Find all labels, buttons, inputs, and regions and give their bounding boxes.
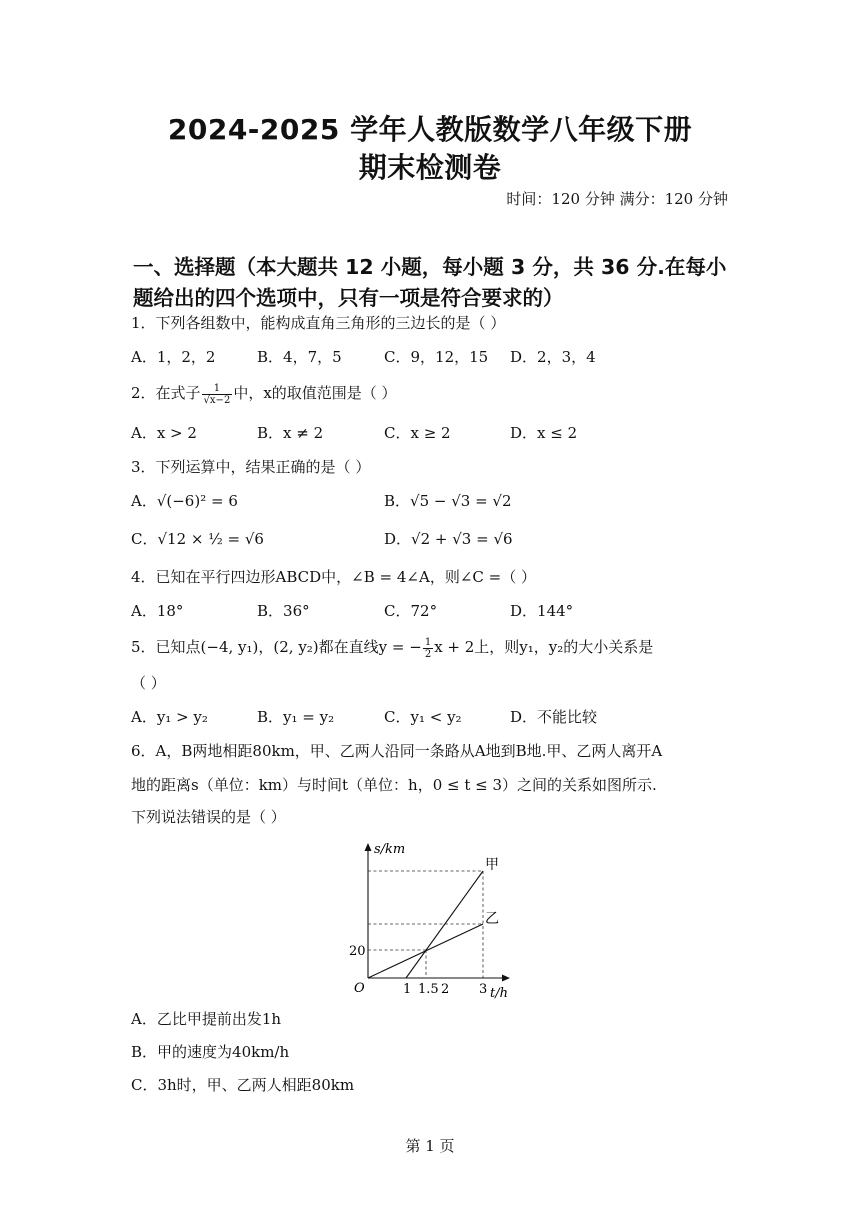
question-6-line1: 6．A，B两地相距80km，甲、乙两人沿同一条路从A地到B地.甲、乙两人离开A [131,742,663,760]
x-tick-1: 1 [403,982,412,997]
q3-option-d: D．√2 + √3 = √6 [384,530,513,548]
q4-option-a: A．18° [131,602,184,620]
q3-option-b: B．√5 − √3 = √2 [384,492,512,510]
document-title-line2: 期末检测卷 [358,151,502,184]
q5-fraction [423,637,433,660]
q5-option-c: C．y₁ < y₂ [384,708,462,726]
q2-suffix: 中，x的取值范围是（ ） [233,384,397,402]
line-jia [406,871,483,978]
label-jia: 甲 [485,857,499,873]
line-yi [368,924,483,978]
x-tick-2: 2 [441,982,450,997]
y-axis-label: s/km [374,842,406,857]
guide-lines [368,871,483,978]
distance-time-graph [340,838,520,1000]
q2-option-b: B．x ≠ 2 [257,424,324,442]
q5-option-a: A．y₁ > y₂ [131,708,208,726]
origin-label: O [354,981,365,996]
q6-option-b: B．甲的速度为40km/h [131,1043,290,1061]
q5-stem-a: 5．已知点(−4, y₁)，(2, y₂)都在直线y = − [131,638,422,656]
document-title-line1: 2024-2025 学年人教版数学八年级下册 [167,113,693,146]
q5-option-d: D．不能比较 [510,708,598,726]
q5-frac-den: 2 [424,648,432,660]
question-6-line3: 下列说法错误的是（ ） [131,808,286,826]
q2-fraction [202,383,233,406]
question-1-stem: 1．下列各组数中，能构成直角三角形的三边长的是（ ） [131,314,506,332]
q3-option-c: C．√12 × ½ = √6 [131,530,264,548]
question-5-stem [131,636,653,660]
q2-prefix: 2．在式子 [131,384,201,402]
q2-option-c: C．x ≥ 2 [384,424,451,442]
q5-stem-b: x + 2上，则y₁，y₂的大小关系是 [434,638,654,656]
q1-option-b: B．4，7，5 [257,348,342,366]
question-3-stem: 3．下列运算中，结果正确的是（ ） [131,458,371,476]
question-6-line2: 地的距离s（单位：km）与时间t（单位：h，0 ≤ t ≤ 3）之间的关系如图所示. [131,776,657,794]
q6-option-a: A．乙比甲提前出发1h [131,1010,282,1028]
q4-option-c: C．72° [384,602,438,620]
q4-option-b: B．36° [257,602,310,620]
section-heading: 一、选择题（本大题共 12 小题，每小题 3 分，共 36 分.在每小题给出的四个选项中，只有一项是符合要求的） [133,255,727,310]
question-4-stem: 4．已知在平行四边形ABCD中，∠B = 4∠A，则∠C =（ ） [131,568,536,586]
q5-stem-c: （ ） [131,674,166,692]
x-tick-3: 3 [479,982,488,997]
q5-frac-num: 1 [424,636,432,648]
q1-option-a: A．1，2，2 [131,348,216,366]
q6-option-c: C．3h时，甲、乙两人相距80km [131,1076,355,1094]
x-tick-1-5: 1.5 [418,982,439,997]
y-axis-arrow [365,843,372,851]
q2-frac-den: √x−2 [203,394,231,406]
q2-frac-num: 1 [202,383,233,395]
x-axis-arrow [502,975,510,982]
exam-meta: 时间：120 分钟 满分：120 分钟 [506,190,728,208]
page-number: 第 1 页 [405,1137,455,1155]
q1-option-d: D．2，3，4 [510,348,596,366]
q3-option-a: A．√(−6)² = 6 [131,492,238,510]
question-2-stem [131,382,397,406]
q4-option-d: D．144° [510,602,574,620]
label-yi: 乙 [485,911,499,927]
q2-option-a: A．x > 2 [131,424,197,442]
q2-option-d: D．x ≤ 2 [510,424,578,442]
x-axis-label: t/h [490,986,508,1000]
q5-option-b: B．y₁ = y₂ [257,708,335,726]
y-tick-20: 20 [349,944,366,959]
q1-option-c: C．9，12，15 [384,348,489,366]
